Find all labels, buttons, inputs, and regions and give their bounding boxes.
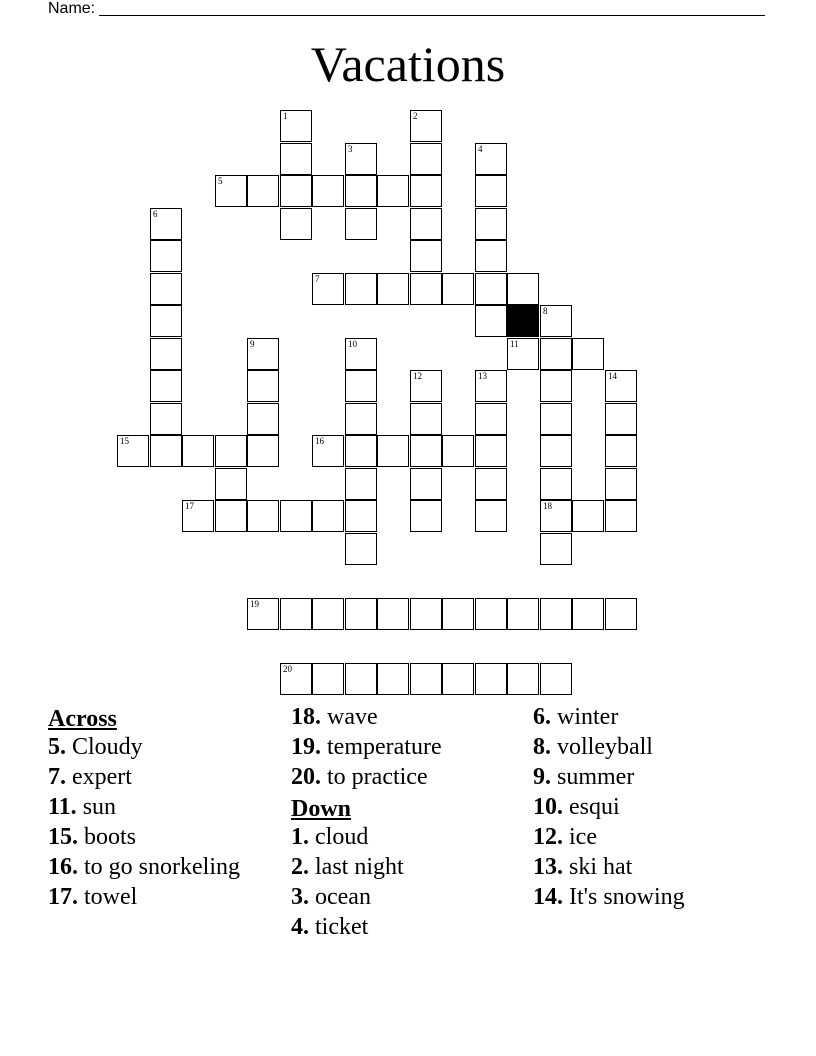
grid-cell[interactable] [540,468,572,500]
grid-cell[interactable] [247,338,279,370]
clue-number: 8 [543,306,548,316]
grid-cell[interactable] [345,403,377,435]
grid-cell[interactable] [345,338,377,370]
grid-cell[interactable] [377,435,409,467]
clue-item-text: expert [72,764,132,790]
clue-item-number: 13. [533,854,563,880]
clue-item [533,854,773,881]
grid-cell[interactable] [540,663,572,695]
clue-item [291,824,531,851]
grid-cell[interactable] [345,598,377,630]
grid-cell[interactable] [507,598,539,630]
clue-item-text: ice [569,824,597,850]
grid-cell[interactable] [475,468,507,500]
grid-cell[interactable] [215,500,247,532]
clue-item [533,704,773,731]
clue-item-number: 16. [48,854,78,880]
grid-cell[interactable] [410,500,442,532]
grid-cell[interactable] [410,663,442,695]
grid-cell[interactable] [475,435,507,467]
clue-number: 6 [153,209,158,219]
clue-item-number: 9. [533,764,551,790]
grid-cell[interactable] [572,500,604,532]
clue-item-text: esqui [569,794,620,820]
grid-cell[interactable] [150,208,182,240]
grid-cell[interactable] [345,663,377,695]
grid-cell[interactable] [410,143,442,175]
page-title: Vacations [310,36,506,92]
clue-number: 2 [413,111,418,121]
grid-cell[interactable] [475,598,507,630]
clue-item-number: 1. [291,824,309,850]
grid-cell[interactable] [605,598,637,630]
clue-item [291,704,531,731]
clue-item-number: 7. [48,764,66,790]
grid-cell[interactable] [410,208,442,240]
clue-item [291,764,531,791]
grid-cell[interactable] [312,500,344,532]
grid-cell[interactable] [475,208,507,240]
clue-item [291,884,531,911]
clue-item [48,794,263,821]
clue-column [291,704,531,944]
clue-item-text: volleyball [557,734,653,760]
grid-cell[interactable] [605,403,637,435]
clue-number: 4 [478,144,483,154]
grid-cell[interactable] [247,403,279,435]
clue-item-number: 14. [533,884,563,910]
grid-cell[interactable] [182,500,214,532]
clue-item [291,914,531,941]
grid-cell[interactable] [345,435,377,467]
grid-cell[interactable] [475,370,507,402]
clue-item-text: last night [315,854,404,880]
grid-cell[interactable] [312,663,344,695]
grid-cell[interactable] [247,175,279,207]
clue-item [48,764,263,791]
grid-cell[interactable] [410,403,442,435]
clue-section-heading: Down [291,796,352,822]
clue-item-number: 8. [533,734,551,760]
clue-item [533,794,773,821]
grid-cell[interactable] [605,370,637,402]
clue-item-number: 18. [291,704,321,730]
grid-cell[interactable] [150,435,182,467]
grid-cell[interactable] [410,110,442,142]
clue-item-number: 15. [48,824,78,850]
grid-cell[interactable] [605,468,637,500]
clue-number: 16 [315,436,324,446]
grid-cell[interactable] [540,533,572,565]
clue-item-number: 3. [291,884,309,910]
clue-number: 13 [478,371,487,381]
grid-cell[interactable] [345,468,377,500]
grid-cell[interactable] [540,598,572,630]
grid-cell[interactable] [540,338,572,370]
grid-cell[interactable] [410,240,442,272]
clue-section-heading: Across [48,706,117,732]
grid-cell[interactable] [410,435,442,467]
grid-cell[interactable] [442,663,474,695]
clue-number: 7 [315,274,320,284]
clue-number: 17 [185,501,194,511]
clue-item-text: It's snowing [569,884,685,910]
grid-cell[interactable] [377,175,409,207]
clue-item [48,824,263,851]
grid-cell[interactable] [215,468,247,500]
grid-cell[interactable] [475,240,507,272]
grid-cell[interactable] [345,208,377,240]
clue-item-text: boots [84,824,137,850]
grid-cell[interactable] [345,143,377,175]
grid-cell[interactable] [345,533,377,565]
grid-cell[interactable] [605,500,637,532]
clue-item-number: 19. [291,734,321,760]
clue-item-text: ski hat [569,854,633,880]
grid-cell[interactable] [475,403,507,435]
grid-cell[interactable] [345,500,377,532]
clue-item-text: towel [84,884,138,910]
grid-cell[interactable] [345,370,377,402]
clue-item-number: 4. [291,914,309,940]
grid-cell[interactable] [410,370,442,402]
clue-item-text: ocean [315,884,371,910]
grid-cell[interactable] [475,500,507,532]
grid-cell[interactable] [280,208,312,240]
grid-cell[interactable] [410,175,442,207]
grid-cell[interactable] [247,370,279,402]
grid-cell[interactable] [150,338,182,370]
grid-cell[interactable] [280,110,312,142]
clue-number: 11 [510,339,519,349]
clue-item [48,854,263,881]
clue-item-number: 20. [291,764,321,790]
clue-number: 5 [218,176,223,186]
clue-number: 10 [348,339,357,349]
clue-item-text: to go snorkeling [84,854,240,880]
grid-cell[interactable] [442,273,474,305]
grid-cell[interactable] [475,663,507,695]
grid-cell[interactable] [280,143,312,175]
grid-cell[interactable] [345,175,377,207]
grid-cell[interactable] [280,598,312,630]
grid-cell[interactable] [572,338,604,370]
clue-number: 1 [283,111,288,121]
clue-item [533,734,773,761]
grid-cell[interactable] [247,500,279,532]
grid-cell[interactable] [345,273,377,305]
clue-number: 19 [250,599,259,609]
grid-cell[interactable] [117,435,149,467]
grid-cell[interactable] [540,370,572,402]
clue-item [291,734,531,761]
clue-item-text: winter [557,704,619,730]
clue-item [533,884,773,911]
clue-item [291,854,531,881]
grid-cell[interactable] [150,403,182,435]
clue-number: 15 [120,436,129,446]
grid-cell[interactable] [410,598,442,630]
grid-cell[interactable] [442,435,474,467]
clue-number: 3 [348,144,353,154]
grid-cell[interactable] [312,435,344,467]
grid-cell[interactable] [377,598,409,630]
grid-cell[interactable] [410,468,442,500]
grid-cell[interactable] [572,598,604,630]
grid-cell[interactable] [150,370,182,402]
grid-cell[interactable] [150,240,182,272]
clue-item-text: sun [82,794,117,820]
grid-cell[interactable] [540,403,572,435]
grid-cell[interactable] [280,663,312,695]
grid-cell[interactable] [507,273,539,305]
clue-item-text: Cloudy [72,734,143,760]
grid-cell[interactable] [540,500,572,532]
clue-item [533,824,773,851]
clue-number: 9 [250,339,255,349]
grid-cell[interactable] [410,273,442,305]
clue-item-text: temperature [327,734,442,760]
grid-cell[interactable] [507,663,539,695]
clue-column [48,704,263,914]
grid-cell[interactable] [475,305,507,337]
clue-number: 18 [543,501,552,511]
clue-item-number: 5. [48,734,66,760]
grid-cell[interactable] [247,598,279,630]
grid-cell[interactable] [442,598,474,630]
grid-cell[interactable] [247,435,279,467]
grid-cell[interactable] [312,175,344,207]
grid-cell[interactable] [475,175,507,207]
clue-item-number: 11. [48,794,77,820]
clue-item [48,734,263,761]
clue-item-number: 2. [291,854,309,880]
grid-cell[interactable] [150,305,182,337]
clue-item [48,884,263,911]
grid-cell[interactable] [475,143,507,175]
grid-cell[interactable] [312,273,344,305]
grid-cell[interactable] [312,598,344,630]
grid-cell[interactable] [507,338,539,370]
grid-cell[interactable] [540,435,572,467]
clue-item-text: summer [557,764,635,790]
clue-item-number: 12. [533,824,563,850]
grid-cell[interactable] [150,273,182,305]
grid-cell[interactable] [182,435,214,467]
blocked-cell [507,305,539,337]
clue-item-text: wave [327,704,378,730]
clue-item-text: ticket [315,914,369,940]
clue-item-number: 6. [533,704,551,730]
grid-cell[interactable] [377,273,409,305]
grid-cell[interactable] [215,175,247,207]
clue-item-text: to practice [327,764,428,790]
name-label: Name: [48,0,96,17]
clue-number: 20 [283,664,292,674]
clue-item-text: cloud [315,824,369,850]
grid-cell[interactable] [475,273,507,305]
clue-column [533,704,773,914]
grid-cell[interactable] [280,500,312,532]
grid-cell[interactable] [540,305,572,337]
clue-item-number: 17. [48,884,78,910]
clue-number: 12 [413,371,422,381]
clue-item [533,764,773,791]
grid-cell[interactable] [280,175,312,207]
grid-cell[interactable] [377,663,409,695]
clue-item-number: 10. [533,794,563,820]
grid-cell[interactable] [215,435,247,467]
grid-cell[interactable] [605,435,637,467]
clue-number: 14 [608,371,617,381]
